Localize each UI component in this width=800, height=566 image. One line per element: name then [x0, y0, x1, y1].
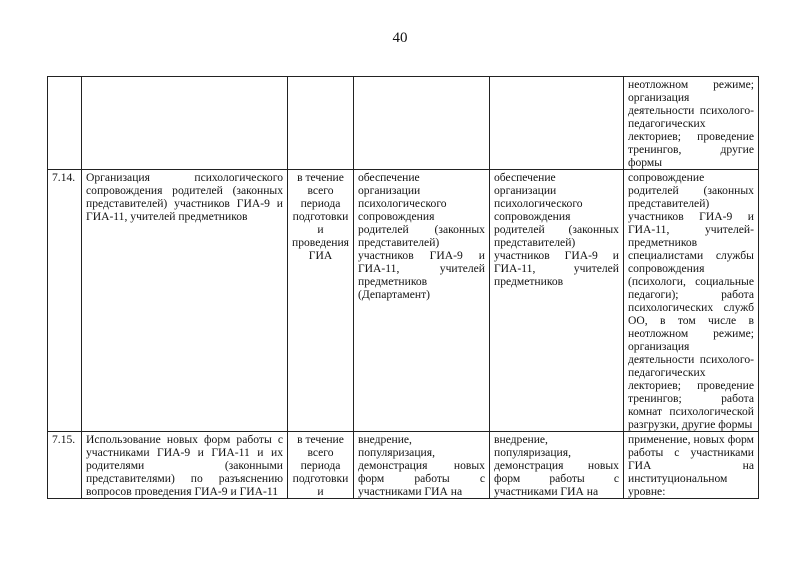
cell-text-line: ОО, в том числе в: [627, 314, 754, 327]
cell-text-line: в течение: [297, 171, 344, 184]
cell-activity: [82, 77, 288, 170]
cell-text-line: неотложном режиме;: [627, 78, 754, 91]
table-row: [48, 77, 759, 170]
cell-text-line: тренингов, другие: [627, 143, 754, 156]
cell-text-line: подготовки: [292, 472, 349, 485]
cell-text-line: ГИА-11, учителей предметников: [86, 210, 248, 223]
cell-text-line: 7.15.: [52, 433, 76, 446]
cell-text-line: участников ГИА-9 и: [627, 210, 754, 223]
cell-text-line: демонстрация новых: [493, 459, 619, 472]
cell-text-line: психологического: [357, 197, 447, 210]
plan-table: [47, 76, 759, 499]
cell-text-line: институциональном: [627, 472, 728, 485]
cell-text-line: психологических служб: [627, 301, 754, 314]
cell-regional-measures: [353, 77, 489, 170]
cell-text-line: ГИА: [308, 249, 333, 262]
cell-text-line: неотложном режиме;: [627, 327, 754, 340]
cell-text-line: организации: [493, 184, 557, 197]
cell-text-line: ГИА-11, учителей: [493, 262, 619, 275]
cell-text-line: сопровождения: [627, 262, 705, 275]
cell-text-line: вопросов проведения ГИА-9 и ГИА-11: [86, 485, 279, 498]
cell-text-line: демонстрация новых: [357, 459, 485, 472]
cell-municipal-measures: [489, 170, 623, 432]
cell-activity: [82, 170, 288, 432]
cell-text-line: деятельности психолого-: [627, 104, 754, 117]
cell-text-line: форм работы с: [357, 472, 485, 485]
cell-text-line: обеспечение: [357, 171, 420, 184]
cell-text-line: представителями) по разъяснению: [86, 472, 283, 485]
cell-text-line: разгрузки, другие формы: [627, 418, 753, 431]
cell-text-line: и: [317, 223, 324, 236]
cell-text-line: формы: [627, 156, 663, 169]
cell-institutional-measures: [623, 77, 758, 170]
cell-text-line: всего: [307, 184, 334, 197]
cell-text-line: сопровождения: [493, 210, 571, 223]
cell-municipal-measures: [489, 432, 623, 499]
cell-text-line: участниками ГИА на: [493, 485, 599, 498]
cell-text-line: участниками ГИА-9 и ГИА-11 и их: [86, 446, 283, 459]
cell-text-line: предметников: [493, 275, 564, 288]
cell-text-line: популяризация,: [493, 446, 571, 459]
cell-timeframe: [288, 77, 354, 170]
cell-text-line: тренингов; работа: [627, 392, 754, 405]
cell-timeframe: [288, 170, 354, 432]
cell-text-line: организации: [357, 184, 421, 197]
cell-text-line: комнат психологической: [627, 405, 754, 418]
cell-text-line: в течение: [297, 433, 344, 446]
cell-text-line: применение, новых форм: [627, 433, 754, 446]
cell-text-line: представителей): [357, 236, 440, 249]
cell-timeframe: [288, 432, 354, 499]
cell-text-line: (Департамент): [357, 288, 431, 301]
cell-text-line: педагоги); работа: [627, 288, 754, 301]
cell-item-number: [48, 170, 82, 432]
cell-text-line: подготовки: [292, 210, 349, 223]
cell-text-line: лекториев; проведение: [627, 130, 754, 143]
cell-text-line: организация: [627, 340, 690, 353]
cell-text-line: предметников: [627, 236, 698, 249]
cell-text-line: внедрение,: [493, 433, 548, 446]
cell-text-line: родителями (законными: [86, 459, 283, 472]
cell-text-line: родителей (законных: [627, 184, 754, 197]
cell-text-line: специалистами службы: [627, 249, 754, 262]
cell-municipal-measures: [489, 77, 623, 170]
cell-text-line: лекториев; проведение: [627, 379, 754, 392]
cell-text-line: представителей): [627, 197, 710, 210]
cell-text-line: периода: [300, 459, 341, 472]
page-number: 40: [392, 30, 408, 46]
cell-text-line: работы с участниками: [627, 446, 754, 459]
cell-activity: [82, 432, 288, 499]
cell-text-line: сопровождение: [627, 171, 705, 184]
cell-text-line: проведения: [292, 236, 349, 249]
cell-text-line: ГИА на: [627, 459, 754, 472]
cell-text-line: и: [317, 485, 324, 498]
cell-text-line: педагогических: [627, 117, 706, 130]
cell-text-line: внедрение,: [357, 433, 412, 446]
cell-text-line: (психологи, социальные: [627, 275, 754, 288]
cell-text-line: организация: [627, 91, 690, 104]
cell-text-line: обеспечение: [493, 171, 556, 184]
cell-text-line: педагогических: [627, 366, 706, 379]
cell-text-line: 7.14.: [52, 171, 76, 184]
cell-text-line: родителей (законных: [357, 223, 485, 236]
cell-institutional-measures: [623, 432, 758, 499]
cell-text-line: участников ГИА-9 и: [357, 249, 485, 262]
cell-regional-measures: [353, 432, 489, 499]
cell-institutional-measures: [623, 170, 758, 432]
cell-text-line: Использование новых форм работы с: [86, 433, 283, 446]
cell-text-line: сопровождения родителей (законных: [86, 184, 283, 197]
table-row: [48, 432, 759, 499]
cell-text-line: деятельности психолого-: [627, 353, 754, 366]
cell-text-line: предметников: [357, 275, 428, 288]
cell-text-line: представителей): [493, 236, 576, 249]
cell-text-line: всего: [307, 446, 334, 459]
cell-text-line: сопровождения: [357, 210, 435, 223]
cell-text-line: Организация психологического: [86, 171, 283, 184]
cell-text-line: представителей) участников ГИА-9 и: [86, 197, 283, 210]
table-row: [48, 170, 759, 432]
cell-text-line: уровне:: [627, 485, 666, 498]
cell-regional-measures: [353, 170, 489, 432]
cell-text-line: участников ГИА-9 и: [493, 249, 619, 262]
cell-text-line: психологического: [493, 197, 583, 210]
cell-item-number: [48, 77, 82, 170]
cell-text-line: форм работы с: [493, 472, 619, 485]
cell-text-line: популяризация,: [357, 446, 435, 459]
cell-item-number: [48, 432, 82, 499]
cell-text-line: ГИА-11, учителей: [357, 262, 485, 275]
cell-text-line: участниками ГИА на: [357, 485, 463, 498]
cell-text-line: ГИА-11, учителей-: [627, 223, 754, 236]
cell-text-line: периода: [300, 197, 341, 210]
cell-text-line: родителей (законных: [493, 223, 619, 236]
